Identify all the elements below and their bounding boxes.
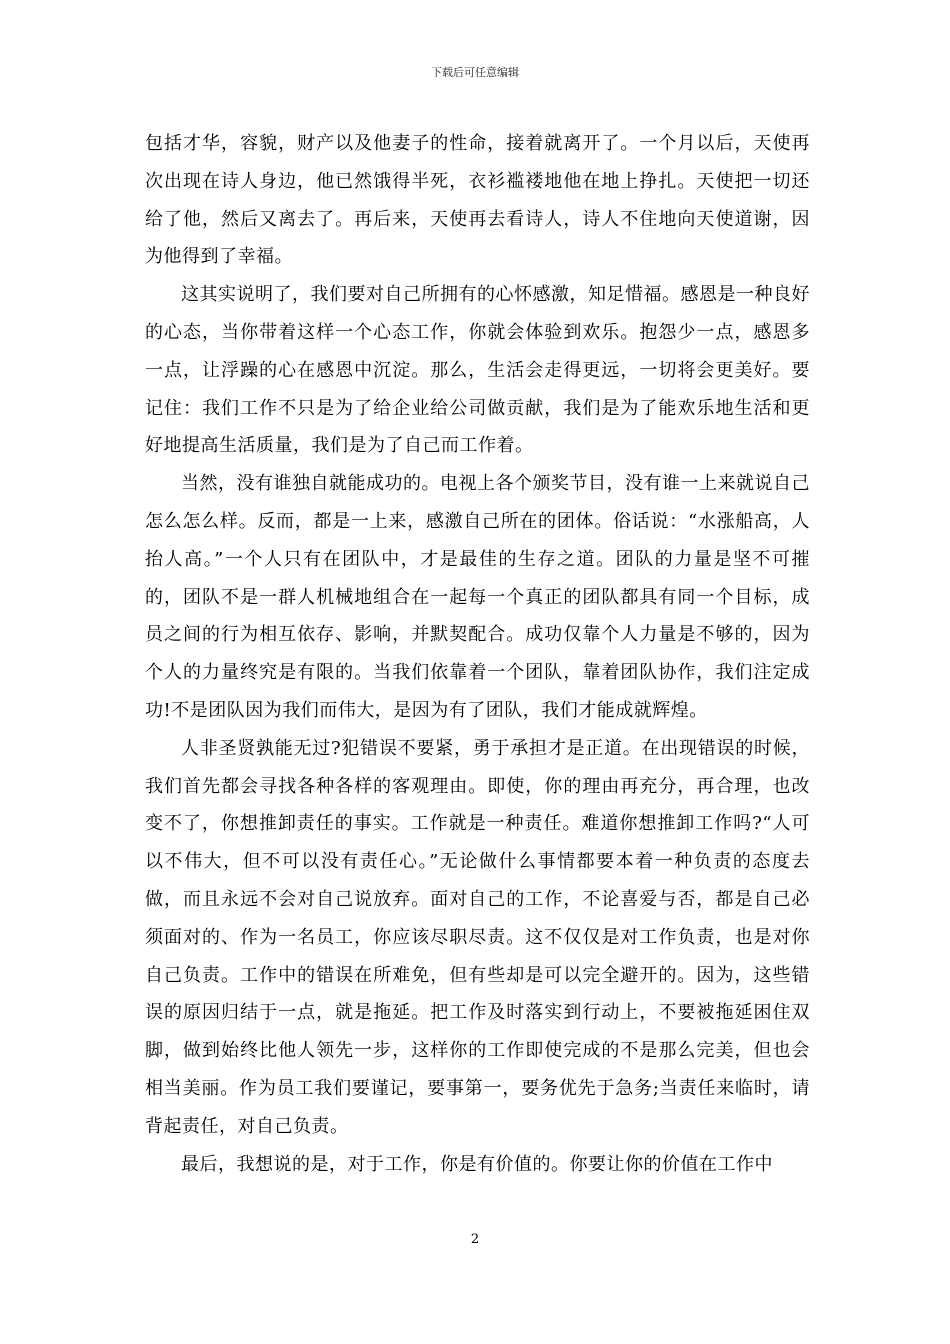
paragraph-5: 最后，我想说的是，对于工作，你是有价值的。你要让你的价值在工作中: [181, 1153, 773, 1175]
page-header: 下载后可任意编辑: [431, 66, 519, 79]
paragraph-4: 人非圣贤孰能无过?犯错误不要紧，勇于承担才是正道。在出现错误的时候，我们首先都会寻找各种各样的客观理由。即使，你的理由再充分，再合理，也改变不了，你想推卸责任的事实。工作就是一种责任。难道你想推卸工作吗?“人可以不伟大，但不可以没有责任心。”无论做什么事情都要本着一种负责的态度去做，而且永远不会对自己说放弃。面对自己的工作，不论喜爱与否，都是自己必须面对的、作为一名员工，你应该尽职尽责。这不仅仅是对工作负责，也是对你自己负责。工作中的错误在所难免，但有些却是可以完全避开的。因为，这些错误的原因归结于一点，就是拖延。把工作及时落实到行动上，不要被拖延困住双脚，做到始终比他人领先一步，这样你的工作即使完成的不是那么完美，但也会相当美丽。作为员工我们要谨记，要事第一，要务优先于急务;当责任来临时，请背起责任，对自己负责。: [145, 737, 810, 1137]
paragraph-1: 包括才华，容貌，财产以及他妻子的性命，接着就离开了。一个月以后，天使再次出现在诗人身边，他已然饿得半死，衣衫褴褛地他在地上挣扎。天使把一切还给了他，然后又离去了。再后来，天使再去看诗人，诗人不住地向天使道谢，因为他得到了幸福。: [145, 133, 810, 268]
page-number: 2: [470, 1232, 480, 1247]
paragraph-3: 当然，没有谁独自就能成功的。电视上各个颁奖节目，没有谁一上来就说自己怎么怎么样。反而，都是一上来，感激自己所在的团体。俗话说：“水涨船高，人抬人高。”一个人只有在团队中，才是最佳的生存之道。团队的力量是坚不可摧的，团队不是一群人机械地组合在一起每一个真正的团队都具有同一个目标，成员之间的行为相互依存、影响，并默契配合。成功仅靠个人力量是不够的，因为个人的力量终究是有限的。当我们依靠着一个团队，靠着团队协作，我们注定成功!不是团队因为我们而伟大，是因为有了团队，我们才能成就辉煌。: [145, 473, 810, 721]
document-body: [145, 125, 810, 1183]
paragraph-2: 这其实说明了，我们要对自己所拥有的心怀感激，知足惜福。感恩是一种良好的心态，当你带着这样一个心态工作，你就会体验到欢乐。抱怨少一点，感恩多一点，让浮躁的心在感恩中沉淀。那么，生活会走得更远，一切将会更美好。要记住：我们工作不只是为了给企业给公司做贡献，我们是为了能欢乐地生活和更好地提高生活质量，我们是为了自己而工作着。: [145, 284, 810, 457]
